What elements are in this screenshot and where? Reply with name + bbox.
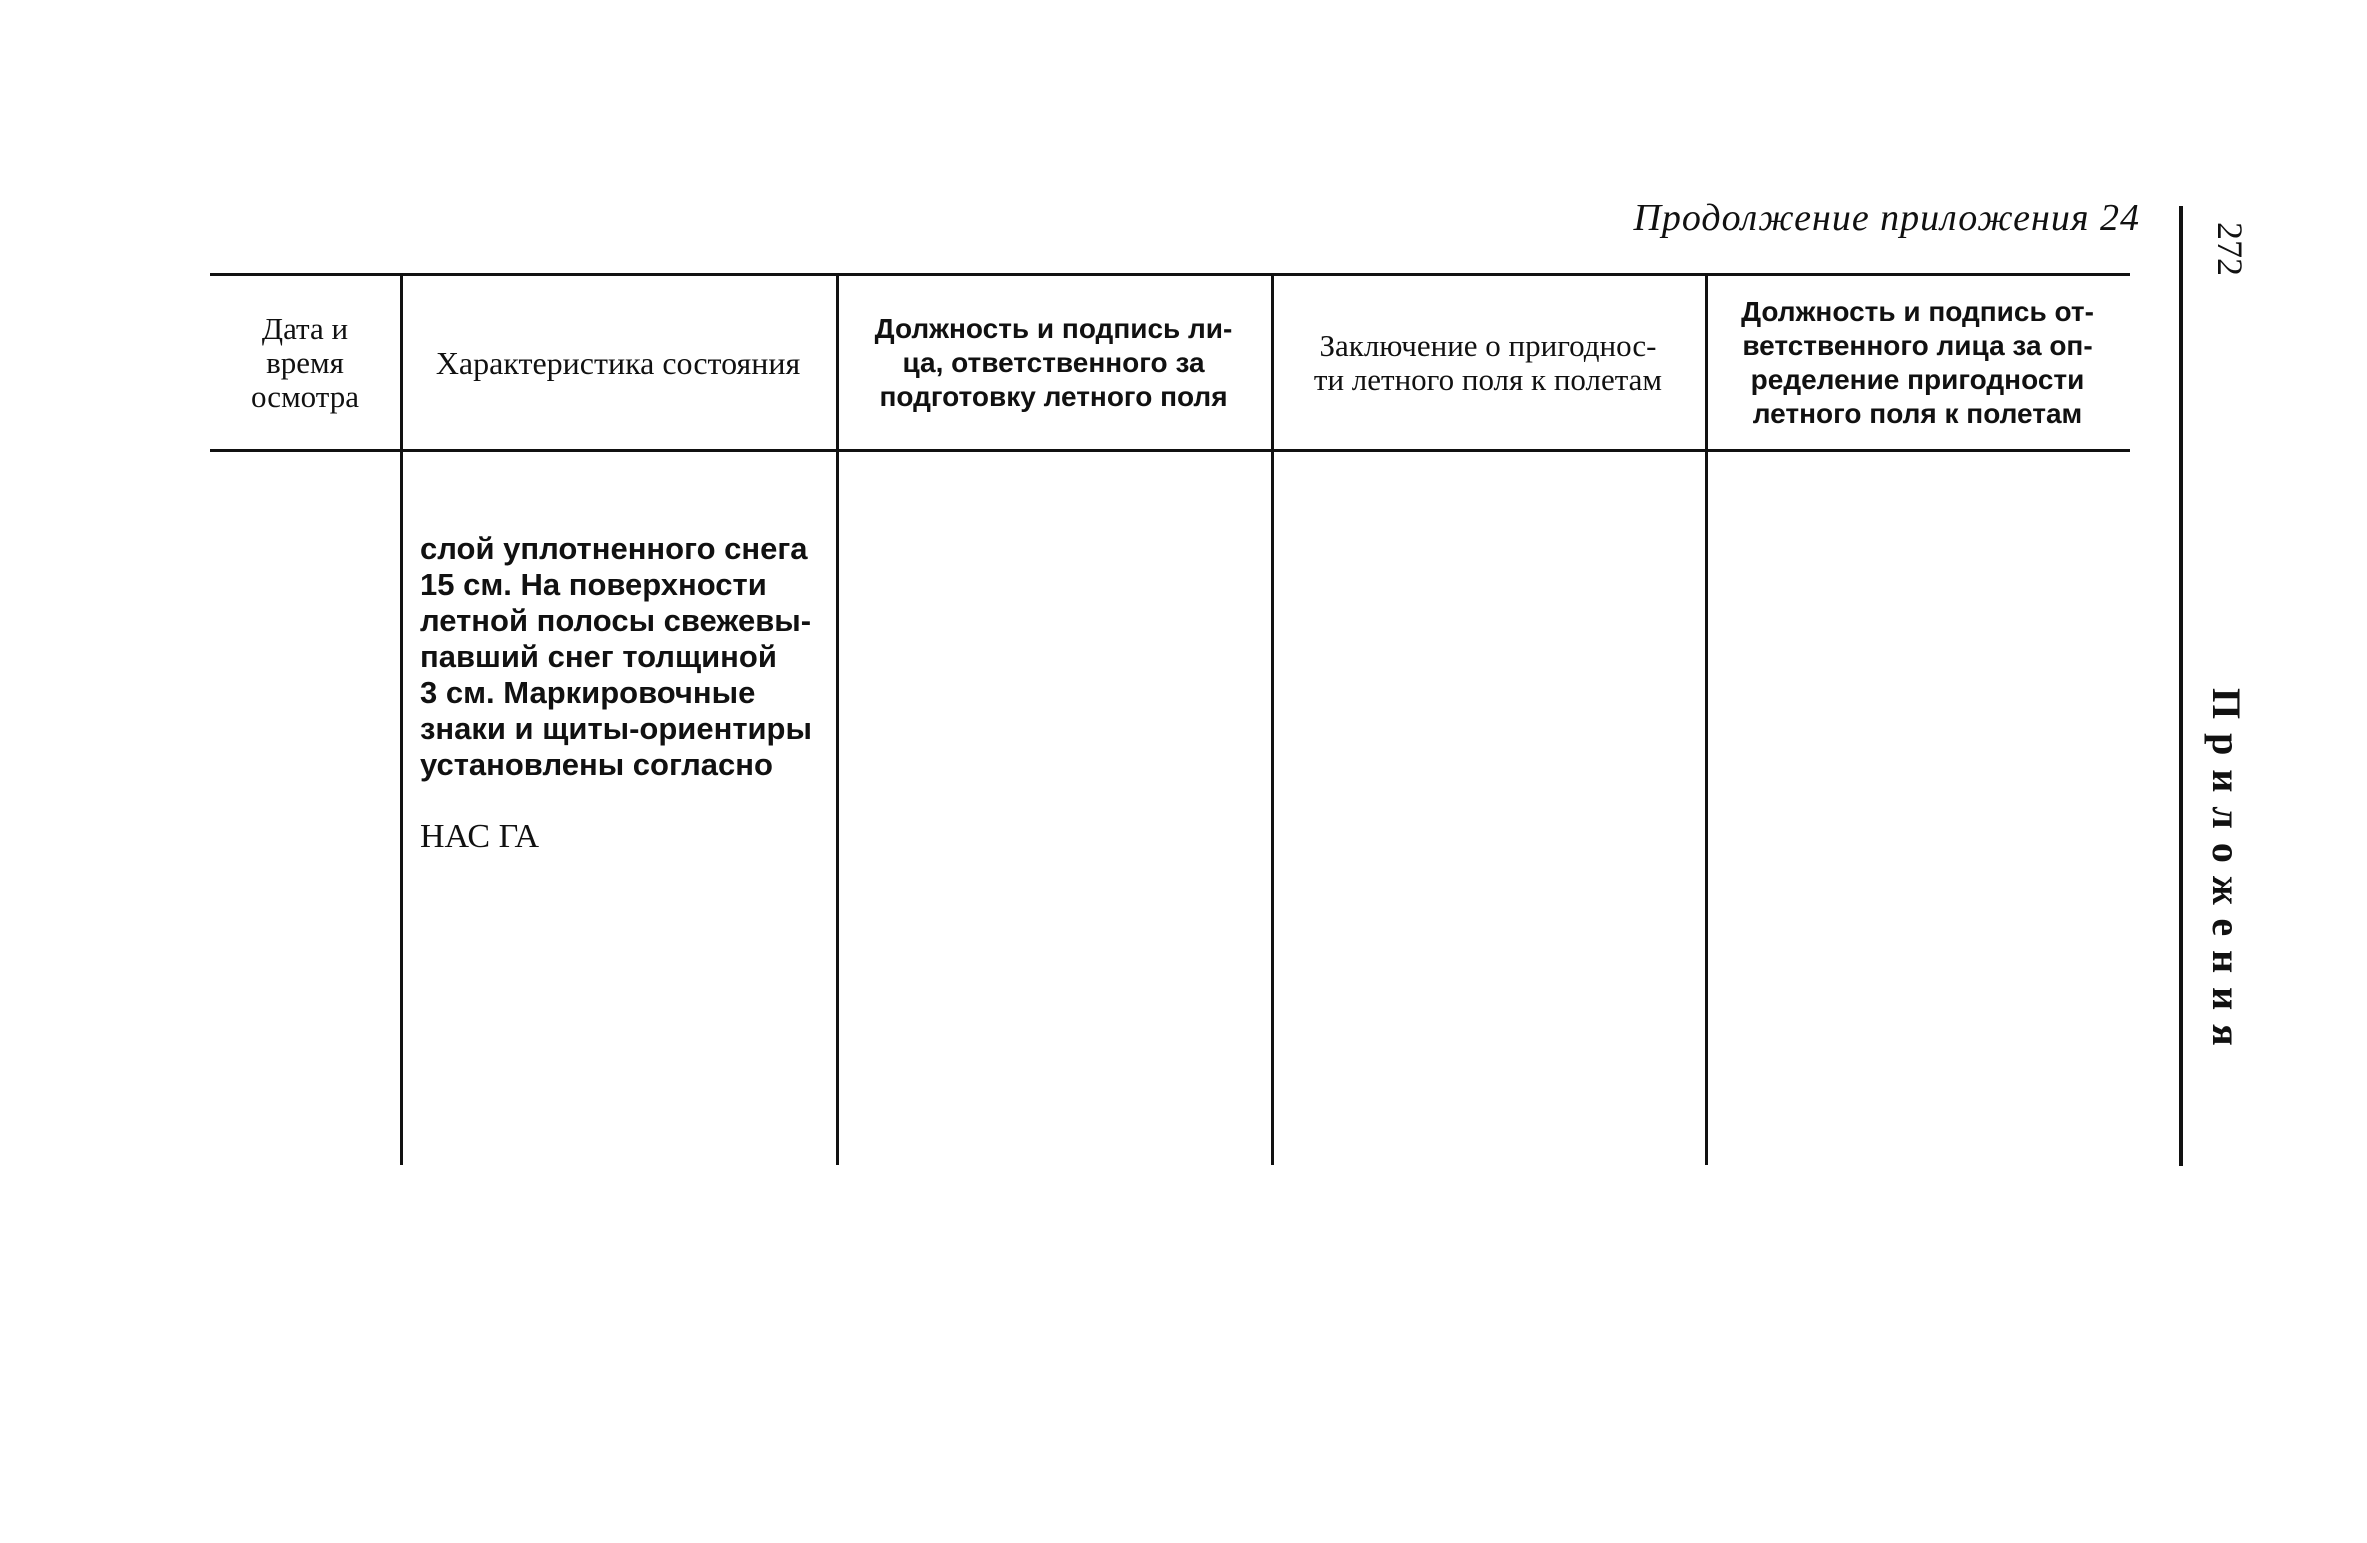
state-description: слой уплотненного снега 15 см. На поверхности летной полосы свежевы- павший снег толщиной 3 см. Маркировочные знаки и щиты-ориентиры установлены согласно [420, 531, 812, 782]
continuation-title: Продолжение приложения 24 [1633, 197, 2140, 239]
table-header-rule [210, 449, 2130, 452]
column-header-label: Дата и время осмотра [251, 310, 359, 414]
inspection-table [210, 273, 2130, 1165]
column-header-label: Должность и подпись от- ветственного лица за оп- ределение пригодности летного поля к полетам [1741, 295, 2094, 429]
table-cell-state [420, 495, 822, 891]
column-header-label: Характеристика состояния [435, 344, 801, 381]
column-header-prep-signature [836, 276, 1271, 449]
column-header-state [400, 276, 836, 449]
state-description-end: НАС ГА [420, 818, 540, 855]
column-header-decision-signature [1705, 276, 2130, 449]
column-header-label: Заключение о пригоднос- ти летного поля к полетам [1313, 327, 1663, 397]
margin-rule [2179, 206, 2183, 1166]
page-number: 272 [2210, 222, 2250, 276]
section-title: Приложения [2204, 688, 2249, 1060]
column-header-date-time [210, 276, 400, 449]
column-header-conclusion [1271, 276, 1705, 449]
column-header-label: Должность и подпись ли- ца, ответственного за подготовку летного поля [874, 312, 1233, 412]
